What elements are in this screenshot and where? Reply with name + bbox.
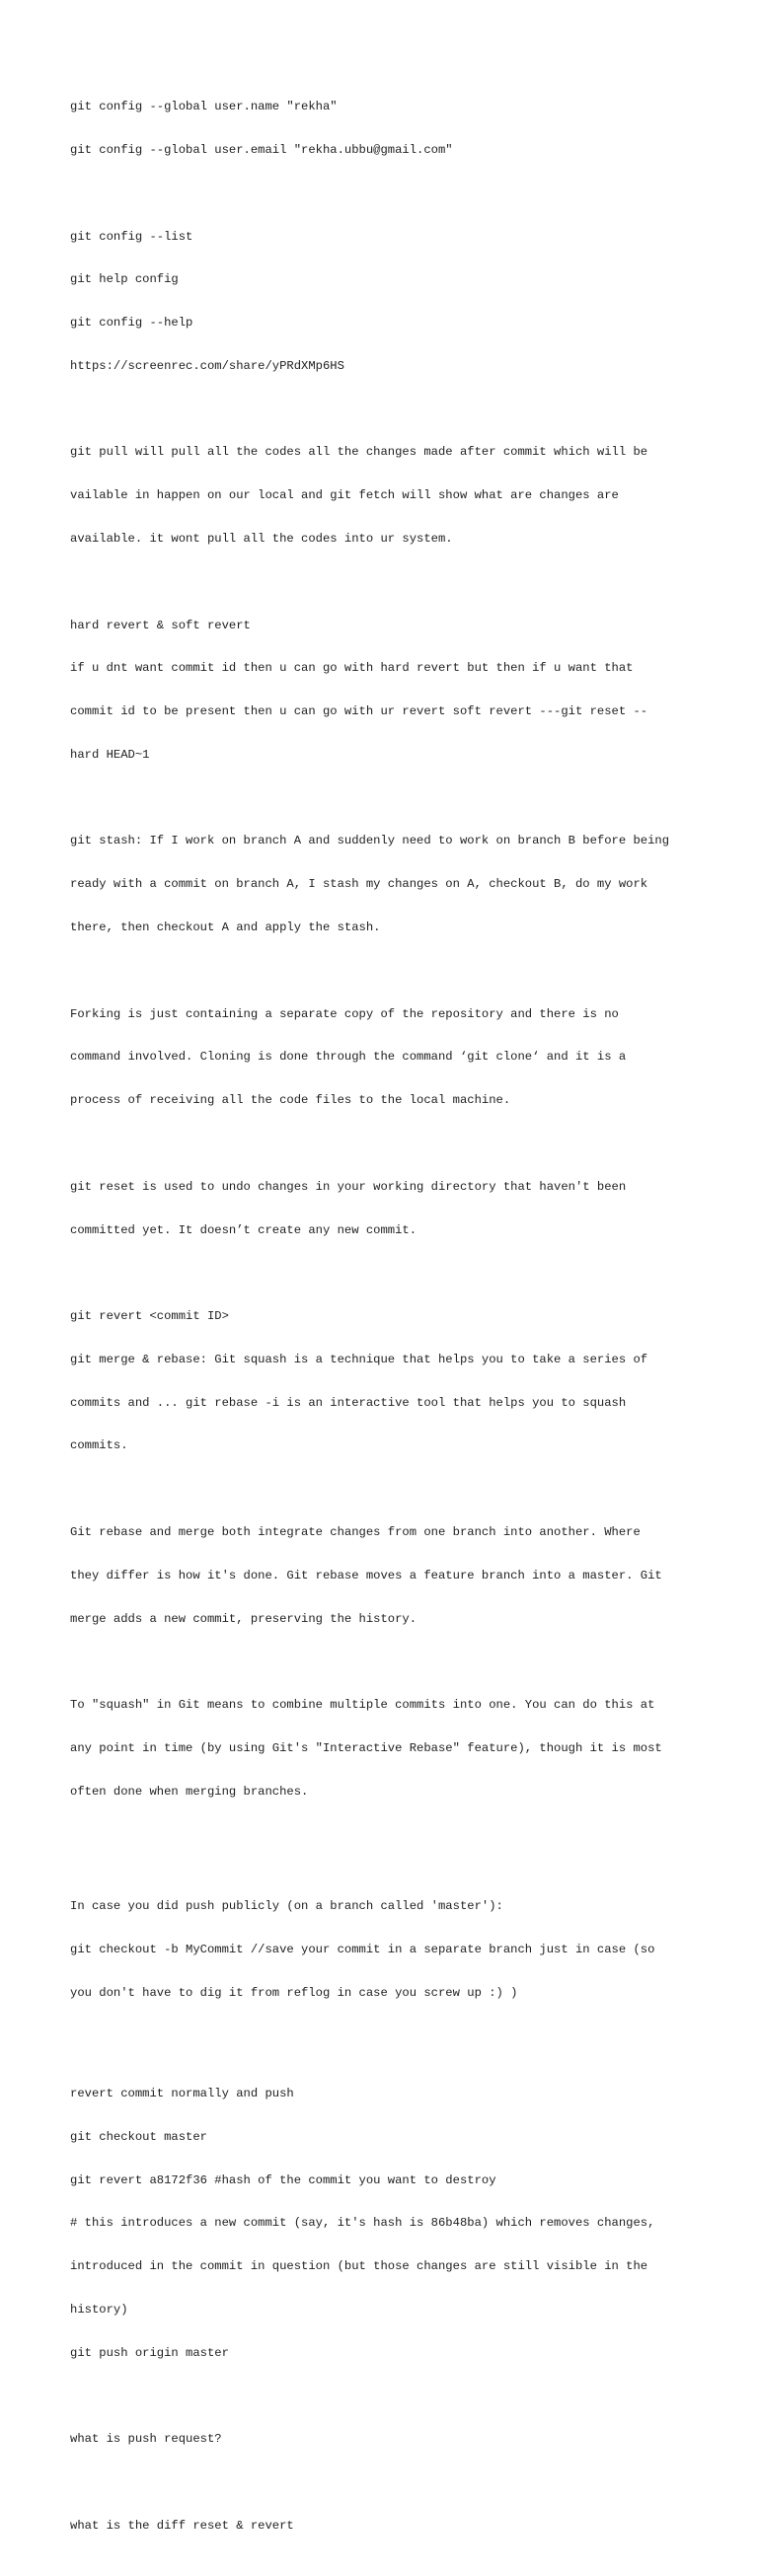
text-line: any point in time (by using Git's "Interactive Rebase" feature), though it is most [70,1740,662,1755]
text-line: you don't have to dig it from reflog in case you screw up :) ) [70,1985,518,2000]
text-line: introduced in the commit in question (but those changes are still visible in the [70,2259,648,2274]
text-line: they differ is how it's done. Git rebase moves a feature branch into a master. Git [70,1568,662,1582]
text-line: git config --global user.name "rekha" [70,100,338,114]
text-line: git config --global user.email "rekha.ubbu@gmail.com" [70,142,453,157]
document-body [70,71,702,2576]
text-line: commit id to be present then u can go with ur revert soft revert ---git reset -- [70,704,648,719]
text-line: git revert <commit ID> [70,1309,229,1324]
blank-space [70,1842,702,1871]
text-line: git config --list [70,229,193,244]
text-line: git config --help [70,316,193,331]
revert-paragraph [70,589,702,790]
text-line: often done when merging branches. [70,1784,309,1799]
reset-revert-question [70,2490,702,2562]
text-line: git merge & rebase: Git squash is a technique that helps you to take a series of [70,1352,648,1366]
merge-rebase-paragraph [70,1281,702,1482]
text-line: hard revert & soft revert [70,618,251,632]
rebase-vs-merge-paragraph [70,1497,702,1656]
text-line: command involved. Cloning is done through the command ‘git clone‘ and it is a [70,1050,627,1065]
text-line: process of receiving all the code files to the local machine. [70,1093,511,1108]
text-line: commits and ... git rebase -i is an interactive tool that helps you to squash [70,1395,627,1410]
text-line: git revert a8172f36 #hash of the commit you want to destroy [70,2172,496,2187]
text-line: # this introduces a new commit (say, it's hash is 86b48ba) which removes changes, [70,2216,655,2231]
text-line: commits. [70,1438,128,1453]
text-line: vailable in happen on our local and git fetch will show what are changes are [70,488,619,503]
text-line: available. it wont pull all the codes into ur system. [70,532,453,546]
push-publicly-paragraph [70,1871,702,2029]
text-line: hard HEAD~1 [70,747,150,762]
git-reset-paragraph [70,1151,702,1267]
text-line: git help config [70,272,179,287]
text-line: In case you did push publicly (on a branch called 'master'): [70,1899,503,1914]
text-line: git checkout master [70,2129,207,2144]
push-request-question [70,2403,702,2475]
revert-commit-steps [70,2058,702,2390]
text-line: Git rebase and merge both integrate changes from one branch into another. Where [70,1524,641,1539]
git-config-help-block [70,200,702,402]
text-line: if u dnt want commit id then u can go with hard revert but then if u want that [70,661,634,676]
text-line: https://screenrec.com/share/yPRdXMp6HS [70,358,344,373]
text-line: history) [70,2303,128,2318]
text-line: what is the diff reset & revert [70,2518,294,2533]
text-line: Forking is just containing a separate copy of the repository and there is no [70,1006,619,1021]
text-line: git reset is used to undo changes in your working directory that haven't been [70,1179,627,1194]
blank-space [70,2043,702,2058]
forking-paragraph [70,978,702,1137]
text-line: To "squash" in Git means to combine multiple commits into one. You can do this at [70,1698,655,1713]
git-config-user-block [70,71,702,186]
text-line: git checkout -b MyCommit //save your commit in a separate branch just in case (so [70,1943,655,1957]
git-stash-paragraph [70,805,702,964]
text-line: revert commit normally and push [70,2087,294,2101]
text-line: committed yet. It doesn’t create any new commit. [70,1222,417,1237]
text-line: git stash: If I work on branch A and suddenly need to work on branch B before being [70,834,670,848]
text-line: git pull will pull all the codes all the changes made after commit which will be [70,445,648,460]
text-line: there, then checkout A and apply the stash. [70,920,381,935]
git-pull-paragraph [70,416,702,575]
text-line: merge adds a new commit, preserving the history. [70,1611,417,1626]
text-line: ready with a commit on branch A, I stash my changes on A, checkout B, do my work [70,877,648,892]
squash-paragraph [70,1669,702,1828]
text-line: git push origin master [70,2345,229,2360]
text-line: what is push request? [70,2432,222,2447]
